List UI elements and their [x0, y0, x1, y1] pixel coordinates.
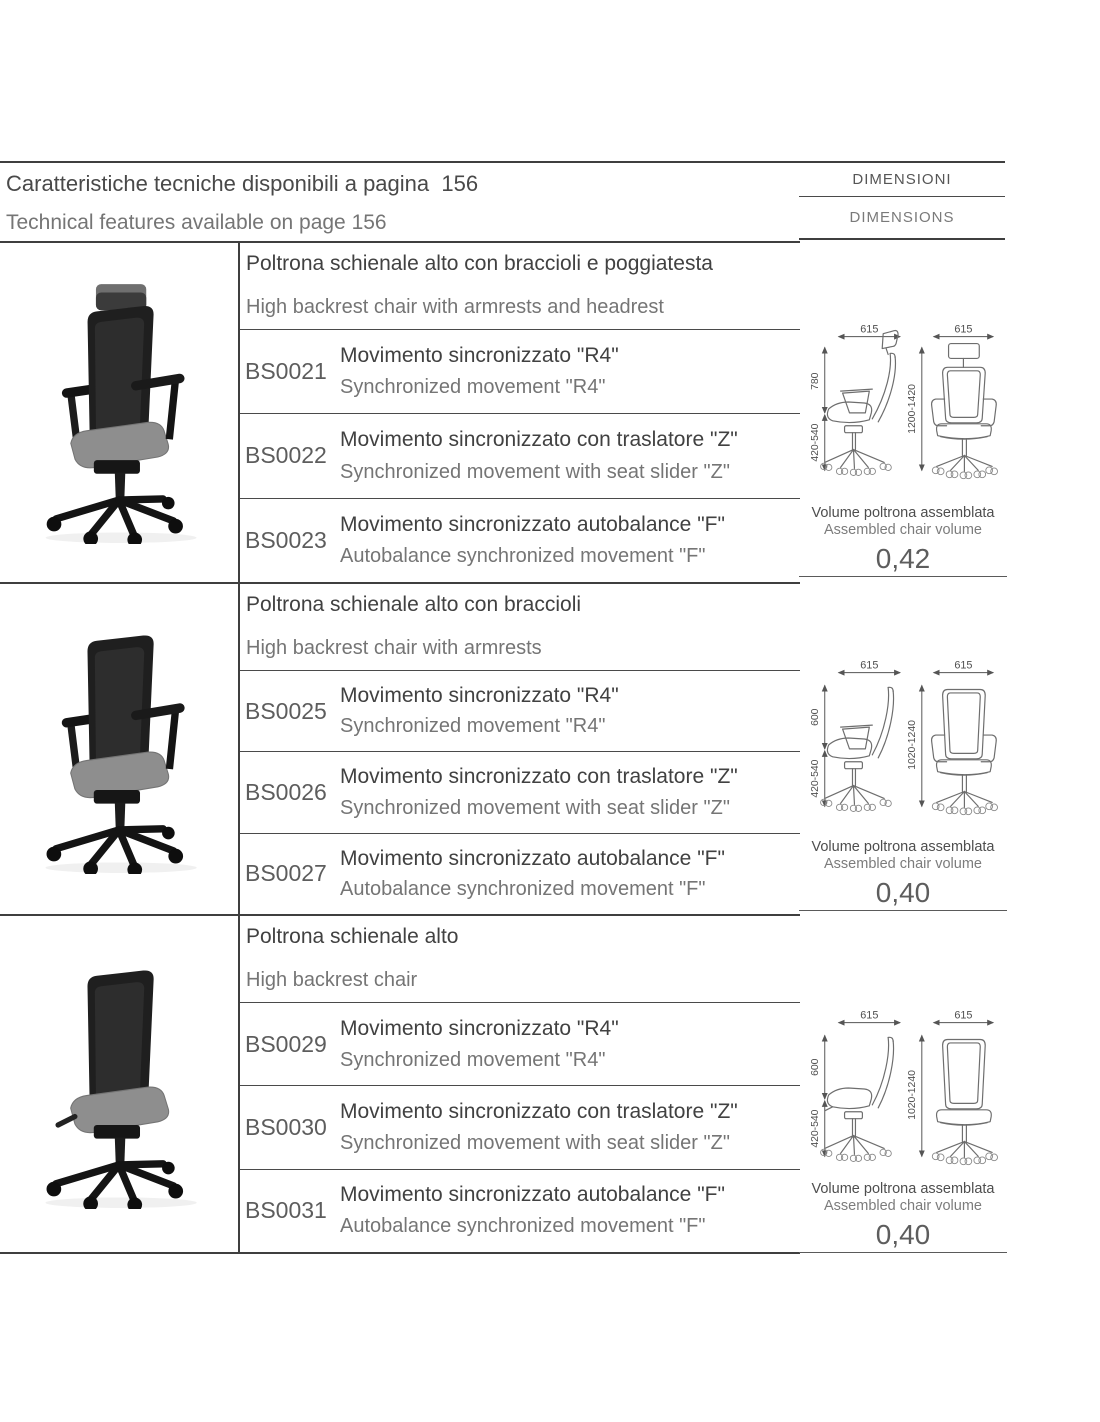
product-code: BS0029	[245, 1030, 327, 1057]
chair-photo-2	[0, 584, 240, 914]
table-row	[240, 1086, 800, 1169]
product-table	[0, 161, 800, 1254]
dim-total-height: 1020-1240	[906, 720, 918, 770]
dimension-diagram-2	[799, 659, 1007, 819]
volume-label-english: Assembled chair volume	[824, 856, 982, 872]
movement-desc-italian: Movimento sincronizzato "R4"	[340, 344, 619, 368]
volume-block-2	[799, 839, 1007, 908]
product-title-english: High backrest chair	[246, 969, 418, 991]
dim-back-height: 780	[809, 372, 821, 390]
product-code: BS0030	[245, 1113, 327, 1140]
product-title-1	[240, 243, 800, 330]
dimension-panel-2	[799, 585, 1007, 911]
movement-desc-italian: Movimento sincronizzato "R4"	[340, 684, 619, 708]
movement-desc-italian: Movimento sincronizzato con traslatore "Z"	[340, 765, 738, 789]
movement-desc-english: Synchronized movement "R4"	[340, 1048, 606, 1071]
dim-width-side: 615	[860, 323, 879, 336]
movement-desc-italian: Movimento sincronizzato autobalance "F"	[340, 512, 725, 536]
product-details-1	[240, 243, 800, 582]
product-title-english: High backrest chair with armrests	[246, 637, 542, 659]
volume-value: 0,40	[875, 877, 931, 908]
table-header	[0, 163, 800, 243]
product-code: BS0026	[245, 778, 327, 805]
product-title-2	[240, 584, 800, 671]
dim-width-side: 615	[860, 1009, 879, 1022]
product-title-3	[240, 916, 800, 1003]
product-section-2	[0, 584, 800, 916]
dim-seat-height: 420-540	[809, 759, 821, 798]
dim-seat-height: 420-540	[809, 423, 821, 462]
movement-desc-italian: Movimento sincronizzato "R4"	[340, 1016, 619, 1040]
table-row	[240, 671, 800, 752]
volume-label-italian: Volume poltrona assemblata	[811, 1181, 995, 1197]
dim-total-height: 1200-1420	[906, 384, 918, 434]
volume-label-english: Assembled chair volume	[824, 522, 982, 538]
movement-desc-english: Synchronized movement "R4"	[340, 715, 606, 738]
product-code: BS0023	[245, 526, 327, 553]
chair-image-plain	[23, 959, 215, 1209]
product-title-english: High backrest chair with armrests and headrest	[246, 296, 664, 318]
volume-value: 0,42	[875, 543, 931, 574]
table-row	[240, 499, 800, 582]
chair-photo-1	[0, 243, 240, 582]
movement-desc-italian: Movimento sincronizzato autobalance "F"	[340, 1183, 725, 1207]
dimension-panel-3	[799, 919, 1007, 1253]
chair-image-armrests	[23, 624, 215, 874]
dim-width-front: 615	[954, 1009, 973, 1022]
product-section-3	[0, 916, 800, 1252]
dim-back-height: 600	[809, 708, 821, 726]
header-title-english: Technical features available on page 156	[6, 211, 387, 234]
product-title-italian: Poltrona schienale alto con braccioli e poggiatesta	[246, 252, 713, 275]
table-row	[240, 752, 800, 833]
table-row	[240, 834, 800, 914]
dimension-panel-1	[799, 241, 1007, 577]
header-title-italian: Caratteristiche tecniche disponibili a pagina 156	[6, 171, 479, 196]
movement-desc-english: Synchronized movement with seat slider "Z"	[340, 796, 730, 819]
product-title-italian: Poltrona schienale alto	[246, 925, 459, 948]
dim-width-front: 615	[954, 323, 973, 336]
movement-desc-english: Autobalance synchronized movement "F"	[340, 877, 706, 900]
movement-desc-italian: Movimento sincronizzato autobalance "F"	[340, 846, 725, 870]
dimensions-header	[799, 161, 1005, 240]
volume-block-1	[799, 505, 1007, 574]
volume-value: 0,40	[875, 1219, 931, 1250]
product-details-2	[240, 584, 800, 914]
dim-seat-height: 420-540	[809, 1109, 821, 1148]
product-code: BS0025	[245, 697, 327, 724]
product-code: BS0027	[245, 860, 327, 887]
volume-block-3	[799, 1181, 1007, 1250]
product-section-1	[0, 243, 800, 584]
dimension-diagram-3	[799, 1009, 1007, 1169]
movement-desc-english: Synchronized movement with seat slider "Z"	[340, 460, 730, 483]
volume-label-italian: Volume poltrona assemblata	[811, 505, 995, 521]
product-code: BS0021	[245, 358, 327, 385]
dimension-diagram-1	[799, 323, 1007, 483]
dimensions-label-english: DIMENSIONS	[799, 197, 1005, 240]
chair-photo-3	[0, 916, 240, 1252]
dim-back-height: 600	[809, 1058, 821, 1076]
volume-label-italian: Volume poltrona assemblata	[811, 839, 995, 855]
product-code: BS0022	[245, 442, 327, 469]
volume-label-english: Assembled chair volume	[824, 1198, 982, 1214]
chair-image-headrest-armrests	[23, 282, 215, 544]
dimensions-label-italian: DIMENSIONI	[799, 161, 1005, 197]
dim-width-side: 615	[860, 659, 879, 672]
product-details-3	[240, 916, 800, 1252]
product-title-italian: Poltrona schienale alto con braccioli	[246, 593, 582, 616]
product-code: BS0031	[245, 1197, 327, 1224]
movement-desc-italian: Movimento sincronizzato con traslatore "Z"	[340, 428, 738, 452]
table-row	[240, 1003, 800, 1086]
table-row	[240, 414, 800, 498]
table-row	[240, 330, 800, 414]
movement-desc-english: Synchronized movement with seat slider "Z"	[340, 1131, 730, 1154]
dim-width-front: 615	[954, 659, 973, 672]
movement-desc-english: Synchronized movement "R4"	[340, 376, 606, 399]
dim-total-height: 1020-1240	[906, 1070, 918, 1120]
movement-desc-english: Autobalance synchronized movement "F"	[340, 544, 706, 567]
table-row	[240, 1170, 800, 1252]
movement-desc-english: Autobalance synchronized movement "F"	[340, 1215, 706, 1238]
movement-desc-italian: Movimento sincronizzato con traslatore "Z"	[340, 1100, 738, 1124]
